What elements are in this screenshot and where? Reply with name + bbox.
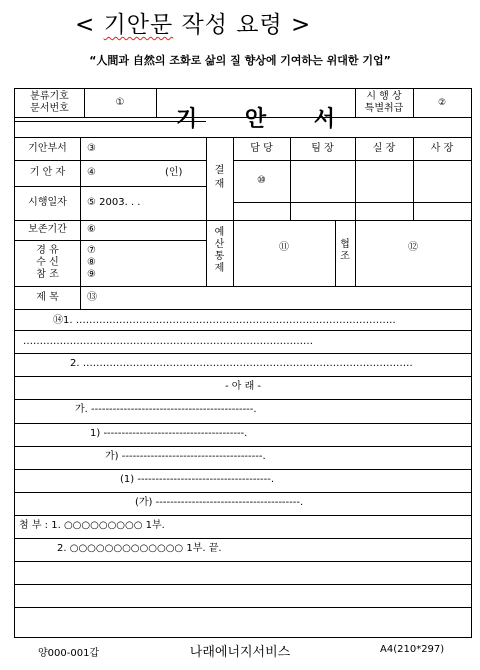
body-line-notice: - 아 래 - xyxy=(224,381,262,392)
enforcement-date-value[interactable]: ⑤ 2003. . . xyxy=(87,197,141,208)
paper-size: A4(210*297) xyxy=(380,644,445,655)
body-line-3: 2. ……………………………………………………………………………………… xyxy=(70,358,413,369)
company-name: 나래에너지서비스 xyxy=(189,645,291,660)
body-line-item-ga: 가. ---------------------------------------------. xyxy=(75,404,257,415)
via-label: 경 유 xyxy=(36,245,59,256)
budget-label-char-2: 산 xyxy=(214,239,225,250)
seal-marker: (인) xyxy=(165,167,183,178)
body-line-item-ga-paren: 가) ---------------------------------------. xyxy=(105,451,266,462)
reference-value[interactable]: ⑨ xyxy=(87,269,96,280)
cooperation-label-char-1: 협 xyxy=(340,239,350,250)
retention-period-label: 보존기간 xyxy=(28,224,67,235)
body-line-1: ⑭1. …………………………………………………………………………………… xyxy=(53,315,396,326)
approval-label-char-2: 재 xyxy=(214,179,225,190)
special-handling-value[interactable]: ② xyxy=(437,98,447,108)
draft-department-label: 기안부서 xyxy=(28,143,67,154)
approval-header-team-lead: 팀 장 xyxy=(311,143,334,154)
approval-header-director: 실 장 xyxy=(372,143,396,154)
drafter-value[interactable]: ④ xyxy=(87,167,96,178)
body-line-item-ga-double: (가) ----------------------------------------. xyxy=(135,497,304,508)
subject-value[interactable]: ⑬ xyxy=(87,292,97,303)
approval-value[interactable]: ⑩ xyxy=(257,175,266,186)
via-value[interactable]: ⑦ xyxy=(87,245,96,256)
form-code: 양000-001갑 xyxy=(38,648,100,659)
budget-label-char-4: 제 xyxy=(214,263,225,274)
document-number-label: 문서번호 xyxy=(30,103,69,114)
document-title: < 기안문 작성 요령 > xyxy=(75,12,312,38)
draft-department-value[interactable]: ③ xyxy=(87,143,96,154)
drafter-label: 기 안 자 xyxy=(29,167,66,178)
enforcement-label: 시 행 상 xyxy=(366,91,402,102)
form-title: 기 안 서 xyxy=(175,107,356,132)
special-handling-label: 특별취급 xyxy=(364,103,404,114)
classification-code-value[interactable]: ① xyxy=(115,97,125,108)
recipient-value[interactable]: ⑧ xyxy=(87,257,96,268)
attachment-line-1: 첨 부 : 1. ○○○○○○○○○ 1부. xyxy=(19,520,165,531)
body-line-2: …………………………………………………………………………… xyxy=(23,336,313,347)
reference-label: 참 조 xyxy=(36,269,59,280)
attachment-line-2: 2. ○○○○○○○○○○○○○ 1부. 끝. xyxy=(57,543,222,554)
classification-code-label: 분류기호 xyxy=(30,91,69,102)
title-misspelled-word: 기안문 xyxy=(103,12,174,38)
body-line-item-1: 1) ---------------------------------------. xyxy=(90,428,248,439)
cooperation-value[interactable]: ⑫ xyxy=(408,242,418,253)
body-line-item-1-paren: (1) -------------------------------------. xyxy=(120,474,275,485)
approval-header-president: 사 장 xyxy=(430,143,454,154)
draft-form xyxy=(14,88,472,638)
budget-label-char-1: 예 xyxy=(214,227,225,238)
approval-label-char-1: 결 xyxy=(214,165,225,176)
retention-period-value[interactable]: ⑥ xyxy=(87,224,96,235)
cooperation-label-char-2: 조 xyxy=(340,251,350,262)
budget-value[interactable]: ⑪ xyxy=(279,242,289,253)
enforcement-date-label: 시행일자 xyxy=(28,197,67,208)
company-motto: “人間과 自然의 조화로 삶의 질 향상에 기여하는 위대한 기업” xyxy=(89,54,391,67)
budget-label-char-3: 통 xyxy=(214,251,225,262)
subject-label: 제 목 xyxy=(36,292,59,303)
approval-header-staff: 담 당 xyxy=(250,143,273,154)
recipient-label: 수 신 xyxy=(36,257,59,268)
